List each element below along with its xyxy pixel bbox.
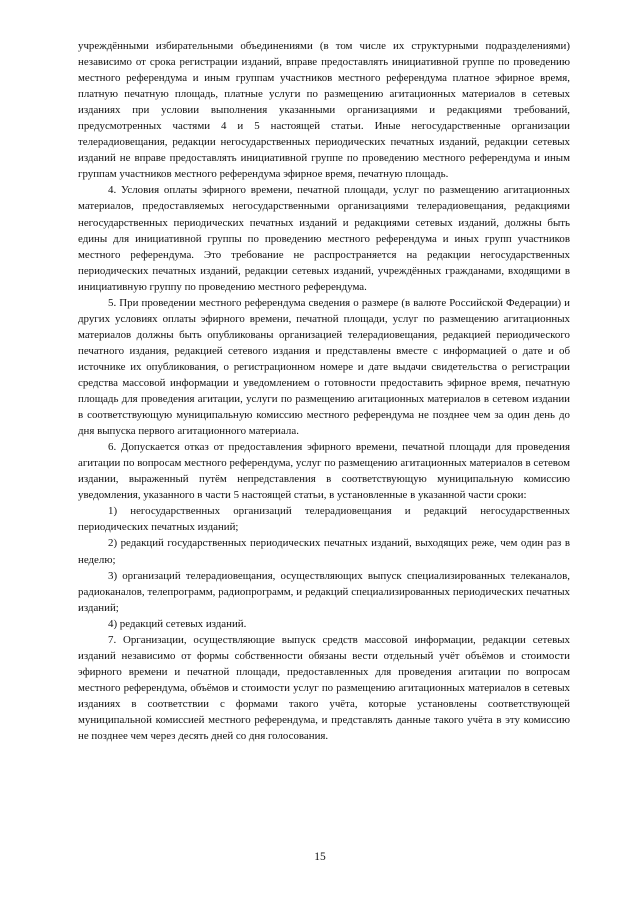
page-number: 15 [314, 851, 326, 863]
paragraph-part-5: 5. При проведении местного референдума сведения о размере (в валюте Российской Федерации) и других условиях оплаты эфирного времени, печатной площади, услуг по размещению агитационных материалов должны быть опубликованы организацией телерадиовещания, редакцией периодического печатного издания, редакцией сетевого издания и представлены вместе с информацией о дате и об источнике их опубликования, о регистрационном номере и дате выдачи свидетельства о регистрации средства массовой информации и уведомлением о готовности предоставить эфирное время, печатную площадь для проведения агитации, услуги по размещению агитационных материалов в сетевом издании в соответствующую муниципальную комиссию местного референдума не позднее чем за один день до дня выпуска первого агитационного материала. [78, 296, 570, 438]
paragraph-continuation: учреждёнными избирательными объединениями (в том числе их структурными подразделениями) независимо от срока регистрации изданий, вправе предоставлять инициативной группе по проведению местного референдума и иным группам участников местного референдума платное эфирное время, платную печатную площадь, платные услуги по размещению агитационных материалов в сетевых изданиях при условии выполнения указанными организациями и редакциями требований, предусмотренных частями 4 и 5 настоящей статьи. Иные негосударственные организации телерадиовещания, редакции негосударственных периодических печатных изданий, редакции сетевых изданий не вправе предоставлять инициативной группе по проведению местного референдума и иным группам участников местного референдума эфирное время, печатную площадь. [78, 40, 570, 181]
list-item-3: 3) организаций телерадиовещания, осуществляющих выпуск специализированных телеканалов, радиоканалов, телепрограмм, радиопрограмм, и редакций специализированных периодических печатных изданий; [78, 569, 570, 614]
list-item-4: 4) редакций сетевых изданий. [108, 617, 247, 630]
paragraph-part-7: 7. Организации, осуществляющие выпуск средств массовой информации, редакции сетевых изданий независимо от формы собственности обязаны вести отдельный учёт объёмов и стоимости эфирного времени и печатной площади, предоставленных для проведения агитации по вопросам местного референдума, объёмов и стоимости услуг по размещению агитационных материалов в сетевых изданиях в соответствии с формами такого учёта, которые установлены соответствующей муниципальной комиссией местного референдума, и представлять данные такого учёта в эту комиссию не позднее чем через десять дней со дня голосования. [78, 633, 570, 743]
paragraph-part-6: 6. Допускается отказ от предоставления эфирного времени, печатной площади для проведения агитации по вопросам местного референдума, услуг по размещению агитационных материалов в сетевом издании, выраженный путём непредставления в соответствующую муниципальную комиссию уведомления, указанного в части 5 настоящей статьи, в установленные в указанной части сроки: [78, 441, 570, 502]
list-item-1: 1) негосударственных организаций телерадиовещания и редакций негосударственных периодических печатных изданий; [78, 505, 570, 534]
document-body [78, 38, 570, 744]
paragraph-part-4: 4. Условия оплаты эфирного времени, печатной площади, услуг по размещению агитационных материалов, предоставляемых негосударственными организациями телерадиовещания, редакциями негосударственных периодических печатных изданий и редакциями сетевых изданий, должны быть едины для инициативной группы по проведению местного референдума и иных групп участников местного референдума. Это требование не распространяется на редакции негосударственных периодических печатных изданий, редакции сетевых изданий, учреждённых гражданами, входящими в инициативную группу по проведению местного референдума. [78, 184, 570, 293]
list-item-2: 2) редакций государственных периодических печатных изданий, выходящих реже, чем один раз в неделю; [78, 537, 570, 566]
